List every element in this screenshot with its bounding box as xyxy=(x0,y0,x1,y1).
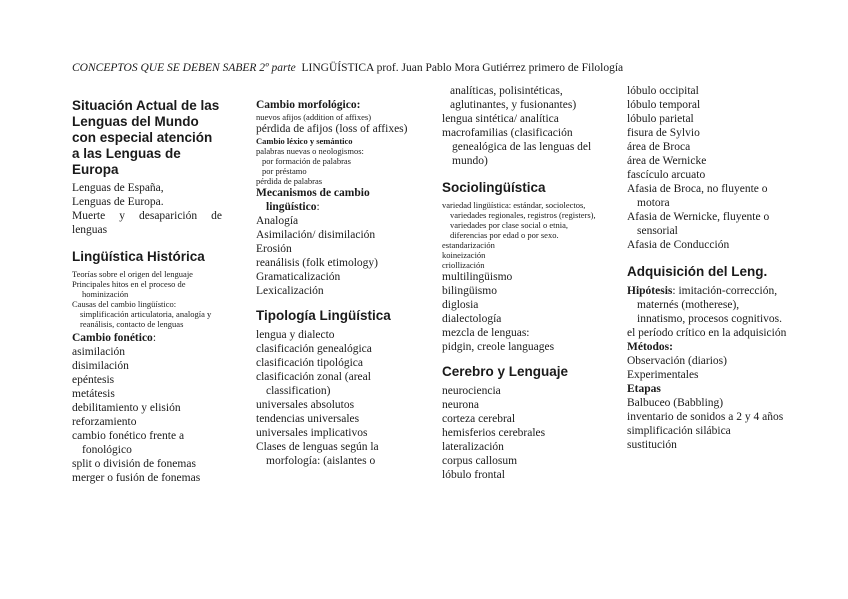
text-lenguas-espana: Lenguas de España, xyxy=(72,182,164,194)
list-item: Gramaticalización xyxy=(256,271,341,283)
heading-adquisicion: Adquisición del Leng. xyxy=(627,264,768,279)
list-item: área de Wernicke xyxy=(627,155,707,167)
list-item: Erosión xyxy=(256,243,292,255)
cambio-fonetico-line xyxy=(72,331,222,345)
label-mecanismos: Mecanismos de cambio lingüístico xyxy=(256,187,370,213)
text-variedad-linguistica: variedad lingüística: estándar, sociolectos, variedades regionales, registros (registers), variedades por clase social o etnia, diferencias por edad o por sexo. xyxy=(442,200,596,240)
list-item: universales absolutos xyxy=(256,399,355,411)
list-item: área de Broca xyxy=(627,141,691,153)
list-item: Clases de lenguas según la morfología: (aislantes o xyxy=(256,441,379,467)
list-item: lateralización xyxy=(442,441,504,453)
label-cambio-fonetico: Cambio fonético xyxy=(72,332,153,344)
mecanismos-colon: : xyxy=(316,201,320,213)
heading-sociolinguistica: Sociolingüística xyxy=(442,180,546,195)
text-lengua-sintetica: lengua sintética/ analítica xyxy=(442,113,559,125)
list-item: lóbulo occipital xyxy=(627,85,699,97)
list-item: merger o fusión de fonemas xyxy=(72,472,201,484)
text-teorias-origen: Teorías sobre el origen del lenguaje xyxy=(72,269,193,279)
list-item: Experimentales xyxy=(627,369,699,381)
list-item: lóbulo parietal xyxy=(627,113,694,125)
text-formacion-palabras: por formación de palabras xyxy=(262,156,351,166)
text-macrofamilias: macrofamilias (clasificación genealógica de las lenguas del mundo) xyxy=(442,127,592,167)
text-prestamo: por préstamo xyxy=(262,166,307,176)
list-item: debilitamiento y elisión xyxy=(72,402,181,414)
list-item: corpus callosum xyxy=(442,455,518,467)
list-item: Analogía xyxy=(256,215,299,227)
list-item: hemisferios cerebrales xyxy=(442,427,546,439)
label-etapas: Etapas xyxy=(627,383,661,395)
list-item: lengua y dialecto xyxy=(256,329,335,341)
list-item: neurona xyxy=(442,399,480,411)
list-item: Afasia de Broca, no fluyente o motora xyxy=(627,183,768,209)
text-nuevos-afijos: nuevos afijos (addition of affixes) xyxy=(256,112,372,122)
column-1 xyxy=(72,98,222,485)
list-item: Lexicalización xyxy=(256,285,324,297)
column-4 xyxy=(627,84,787,452)
heading-cerebro-lenguaje: Cerebro y Lenguaje xyxy=(442,364,569,379)
list-item: Afasia de Conducción xyxy=(627,239,730,251)
list-item: Asimilación/ disimilación xyxy=(256,229,376,241)
list-item: multilingüismo xyxy=(442,271,513,283)
heading-situacion-actual: Situación Actual de las Lenguas del Mundo con especial atención a las Lenguas de Europa xyxy=(72,98,220,177)
text-perdida-palabras: pérdida de palabras xyxy=(256,176,323,186)
text-lenguas-europa: Lenguas de Europa. xyxy=(72,196,164,208)
mecanismos-line xyxy=(256,186,416,214)
text-causas-cambio: Causas del cambio lingüístico: xyxy=(72,299,177,309)
header-title-italic: CONCEPTOS QUE SE DEBEN SABER 2º parte xyxy=(72,62,296,74)
list-item: clasificación zonal (areal classification) xyxy=(256,371,371,397)
list-item: asimilación xyxy=(72,346,126,358)
text-perdida-afijos: pérdida de afijos (loss of affixes) xyxy=(256,123,408,135)
column-3 xyxy=(442,84,602,482)
list-item: tendencias universales xyxy=(256,413,360,425)
text-simplificacion: simplificación articulatoria, analogía y reanálisis, contacto de lenguas xyxy=(80,309,212,329)
list-item: pidgin, creole languages xyxy=(442,341,555,353)
list-item: clasificación genealógica xyxy=(256,343,372,355)
list-item: split o división de fonemas xyxy=(72,458,196,470)
list-item: sustitución xyxy=(627,439,677,451)
list-item: inventario de sonidos a 2 y 4 años xyxy=(627,411,784,423)
list-item: lóbulo frontal xyxy=(442,469,505,481)
text-periodo-critico: el período crítico en la adquisición xyxy=(627,327,787,339)
list-item: bilingüismo xyxy=(442,285,497,297)
list-item: Afasia de Wernicke, fluyente o sensorial xyxy=(627,211,770,237)
list-item: fascículo arcuato xyxy=(627,169,706,181)
list-item: fisura de Sylvio xyxy=(627,127,700,139)
list-item: clasificación tipológica xyxy=(256,357,363,369)
list-item: universales implicativos xyxy=(256,427,368,439)
list-item: cambio fonético frente a fonológico xyxy=(72,430,185,456)
document-header xyxy=(72,62,623,74)
hipotesis-line xyxy=(627,284,787,326)
list-item: mezcla de lenguas: xyxy=(442,327,530,339)
text-hipotesis: : imitación-corrección, maternés (motherese), innatismo, procesos cognitivos. xyxy=(637,285,783,325)
list-item: metátesis xyxy=(72,388,115,400)
list-item: diglosia xyxy=(442,299,479,311)
list-item: corteza cerebral xyxy=(442,413,516,425)
list-item: dialectología xyxy=(442,313,502,325)
header-course-info: LINGÜÍSTICA prof. Juan Pablo Mora Gutiérrez primero de Filología xyxy=(301,62,624,74)
list-item: reanálisis (folk etimology) xyxy=(256,257,378,269)
label-cambio-lexico: Cambio léxico y semántico xyxy=(256,136,353,146)
list-item: disimilación xyxy=(72,360,129,372)
list-item: Observación (diarios) xyxy=(627,355,727,367)
label-hipotesis: Hipótesis xyxy=(627,285,673,297)
text-muerte-lenguas: Muerte y desaparición de lenguas xyxy=(72,210,222,236)
column-2 xyxy=(256,98,416,468)
list-item: simplificación silábica xyxy=(627,425,731,437)
list-item: neurociencia xyxy=(442,385,501,397)
heading-linguistica-historica: Lingüística Histórica xyxy=(72,249,205,264)
list-item: epéntesis xyxy=(72,374,115,386)
heading-tipologia: Tipología Lingüística xyxy=(256,308,391,323)
label-metodos: Métodos: xyxy=(627,341,673,353)
list-item: criollización xyxy=(442,260,485,270)
cambio-fonetico-colon: : xyxy=(152,332,157,344)
text-palabras-nuevas: palabras nuevas o neologismos: xyxy=(256,146,364,156)
list-item: estandarización xyxy=(442,240,495,250)
text-clases-continuacion: analíticas, polisintéticas, aglutinantes, y fusionantes) xyxy=(450,85,577,111)
list-item: koineización xyxy=(442,250,486,260)
list-item: reforzamiento xyxy=(72,416,137,428)
label-cambio-morfologico: Cambio morfológico: xyxy=(256,99,361,111)
list-item: Balbuceo (Babbling) xyxy=(627,397,724,409)
text-hitos-hominizacion: Principales hitos en el proceso de hominización xyxy=(72,279,186,299)
list-item: lóbulo temporal xyxy=(627,99,701,111)
